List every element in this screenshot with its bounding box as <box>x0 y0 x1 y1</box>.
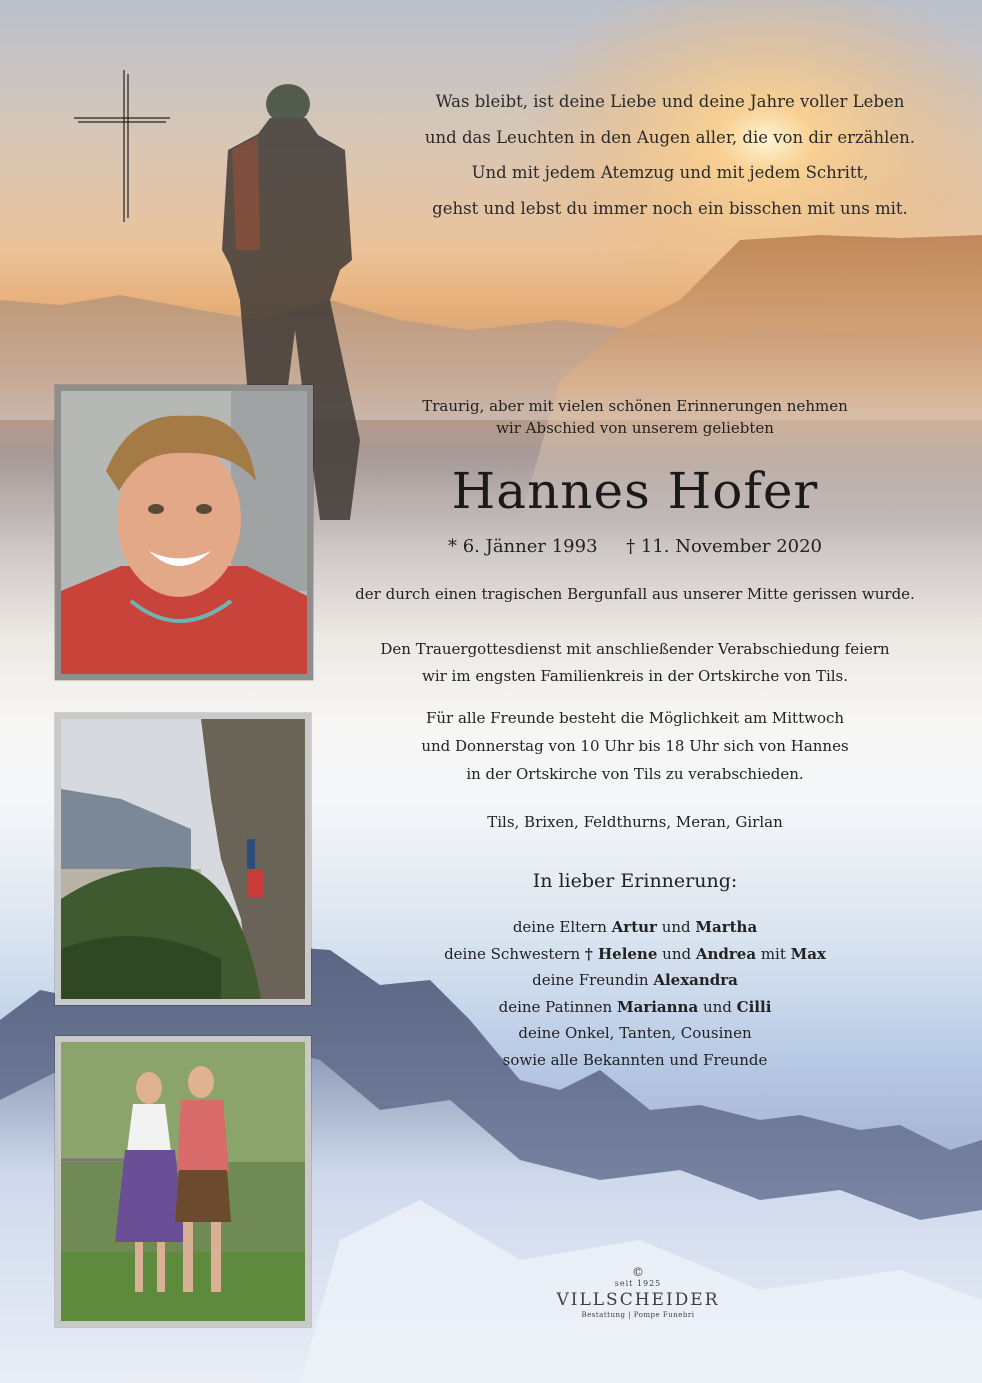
deceased-name: Hannes Hofer <box>451 462 819 520</box>
logo-subtitle: Bestattung | Pompe Funebri <box>581 1311 695 1319</box>
service-line: wir im engsten Familienkreis in der Ortskirche von Tils. <box>421 667 849 685</box>
conjunction: und <box>656 918 696 936</box>
parents-line <box>330 914 940 941</box>
farewell-line: und Donnerstag von 10 Uhr bis 18 Uhr sich von Hannes <box>421 737 849 755</box>
quote-line: gehst und lebst du immer noch ein bisschen mit uns mit. <box>432 198 908 218</box>
announcement-intro <box>330 395 940 439</box>
sister-name: † Helene <box>584 944 658 963</box>
cause-of-death: der durch einen tragischen Bergunfall aus unserer Mitte gerissen wurde. <box>355 585 915 603</box>
prefix-text: deine Patinnen <box>498 997 617 1016</box>
girlfriend-name: Alexandra <box>653 971 738 989</box>
memorial-quote <box>380 84 960 226</box>
intro-line: Traurig, aber mit vielen schönen Erinnerungen nehmen <box>422 397 848 415</box>
prefix-text: deine Freundin <box>532 971 654 989</box>
partner-name: Max <box>790 944 826 963</box>
prefix-text: deine Eltern <box>512 918 612 936</box>
parent-name: Martha <box>695 918 758 936</box>
logo-since: seit 1925 <box>614 1279 662 1288</box>
relatives-line: deine Onkel, Tanten, Cousinen <box>518 1024 752 1042</box>
girlfriend-line <box>330 967 940 994</box>
farewell-info <box>330 704 940 788</box>
conjunction: und <box>657 944 696 963</box>
portrait-photo <box>55 385 313 680</box>
places-list: Tils, Brixen, Feldthurns, Meran, Girlan <box>487 813 783 831</box>
remembrance-heading: In lieber Erinnerung: <box>532 870 738 892</box>
quote-line: Was bleibt, ist deine Liebe und deine Jahre voller Leben <box>435 92 905 111</box>
climbing-photo <box>55 713 311 1005</box>
funeral-service-info <box>330 636 940 690</box>
prefix-text: deine Schwestern <box>444 944 585 963</box>
funeral-home-logo <box>548 1265 728 1320</box>
farewell-line: in der Ortskirche von Tils zu verabschieden. <box>466 765 804 783</box>
friends-line: sowie alle Bekannten und Freunde <box>502 1050 768 1069</box>
conjunction: und <box>698 997 737 1016</box>
death-date: † 11. November 2020 <box>626 536 822 557</box>
couple-photo <box>55 1036 311 1327</box>
copyright-symbol: © <box>632 1265 644 1279</box>
conjunction: mit <box>756 944 791 963</box>
parent-name: Artur <box>611 918 657 936</box>
cross-icon <box>72 70 172 222</box>
logo-brand: VILLSCHEIDER <box>556 1290 720 1310</box>
birth-date: * 6. Jänner 1993 <box>447 536 598 557</box>
godmothers-line <box>330 994 940 1021</box>
service-line: Den Trauergottesdienst mit anschließender Verabschiedung feiern <box>380 640 890 658</box>
life-dates <box>330 533 940 561</box>
intro-line: wir Abschied von unserem geliebten <box>496 419 774 437</box>
godmother-name: Cilli <box>736 997 772 1016</box>
quote-line: Und mit jedem Atemzug und mit jedem Schritt, <box>471 163 869 182</box>
farewell-line: Für alle Freunde besteht die Möglichkeit am Mittwoch <box>425 709 845 727</box>
sister-name: Andrea <box>695 944 757 963</box>
quote-line: und das Leuchten in den Augen aller, die von dir erzählen. <box>424 127 916 147</box>
godmother-name: Marianna <box>617 997 699 1016</box>
mourners-list <box>330 914 940 1073</box>
sisters-line <box>330 941 940 968</box>
